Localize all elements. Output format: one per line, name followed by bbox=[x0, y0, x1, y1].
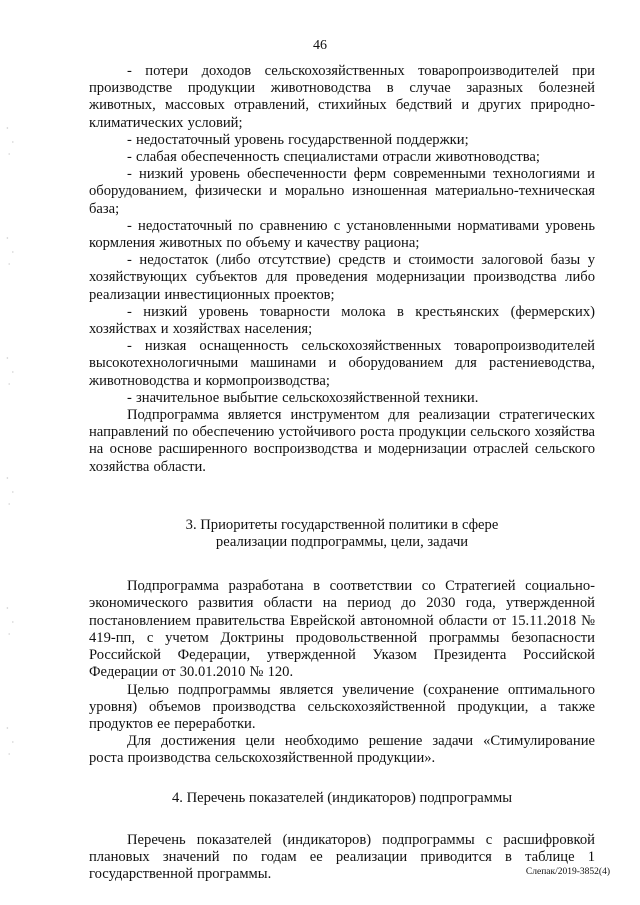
scan-artifact bbox=[2, 600, 20, 640]
paragraph: Для достижения цели необходимо решение задачи «Стимулирование роста производства сельскохозяйственной продукции». bbox=[89, 733, 595, 767]
paragraph: Перечень показателей (индикаторов) подпрограммы с расшифровкой плановых значений по годам ее реализации приводится в таблице 1 государственной программы. bbox=[89, 831, 595, 883]
list-item: - низкий уровень обеспеченности ферм современными технологиями и оборудованием, физически и морально изношенная материально-техническая база; bbox=[89, 166, 595, 217]
list-item: - слабая обеспеченность специалистами отрасли животноводства; bbox=[127, 149, 540, 166]
scan-artifact bbox=[2, 470, 20, 510]
document-body bbox=[89, 63, 595, 883]
list-item: - недостаточный уровень государственной поддержки; bbox=[127, 131, 469, 148]
section-heading-line: 3. Приоритеты государственной политики в сфере bbox=[185, 516, 499, 533]
list-item: - недостаток (либо отсутствие) средств и стоимости залоговой базы у хозяйствующих субъектов для проведения модернизации производства либо реализации инвестиционных проектов; bbox=[89, 252, 595, 303]
list-item: - низкий уровень товарности молока в крестьянских (фермерских) хозяйствах и хозяйствах населения; bbox=[89, 303, 595, 338]
risk-list bbox=[89, 63, 595, 476]
list-item: - значительное выбытие сельскохозяйственной техники. bbox=[127, 389, 479, 406]
section-heading bbox=[89, 517, 595, 551]
section-heading-line: реализации подпрограммы, цели, задачи bbox=[215, 534, 469, 551]
document-code: Слепак/2019-3852(4) bbox=[525, 867, 610, 877]
list-item: - низкая оснащенность сельскохозяйственных товаропроизводителей высокотехнологичными машинами и оборудованием для растениеводства, животноводства и кормопроизводства; bbox=[89, 338, 595, 389]
page-number: 46 bbox=[313, 38, 327, 53]
paragraph: Подпрограмма разработана в соответствии со Стратегией социально-экономического развития области на период до 2030 года, утвержденной постановлением правительства Еврейской автономной области от 15.11.2018 № 419-пп, с учетом Доктрины продовольственной программы безопасности Российской Федерации, утвержденной Указом Президента Российской Федерации от 30.01.2010 № 120. bbox=[89, 578, 595, 681]
paragraph: Подпрограмма является инструментом для реализации стратегических направлений по обеспечению устойчивого роста продукции сельского хозяйства на основе расширенного воспроизводства и модернизации отраслей сельского хозяйства области. bbox=[89, 407, 595, 475]
section-body bbox=[89, 832, 595, 884]
scan-artifact bbox=[2, 230, 20, 270]
list-item: - потери доходов сельскохозяйственных товаропроизводителей при производстве продукции животноводства в случае заразных болезней животных, массовых отравлений, стихийных бедствий и других природно-климатических условий; bbox=[89, 63, 595, 131]
section-heading: 4. Перечень показателей (индикаторов) подпрограммы bbox=[171, 789, 513, 806]
list-item: - недостаточный по сравнению с установленными нормативами уровень кормления животных по объему и качеству рациона; bbox=[89, 217, 595, 252]
paragraph: Целью подпрограммы является увеличение (сохранение оптимального уровня) объемов производства сельскохозяйственной продукции, а также продуктов ее переработки. bbox=[89, 681, 595, 732]
section-body bbox=[89, 578, 595, 767]
scan-artifact bbox=[2, 350, 20, 390]
scan-artifact bbox=[2, 120, 20, 160]
scan-artifact bbox=[2, 720, 20, 760]
